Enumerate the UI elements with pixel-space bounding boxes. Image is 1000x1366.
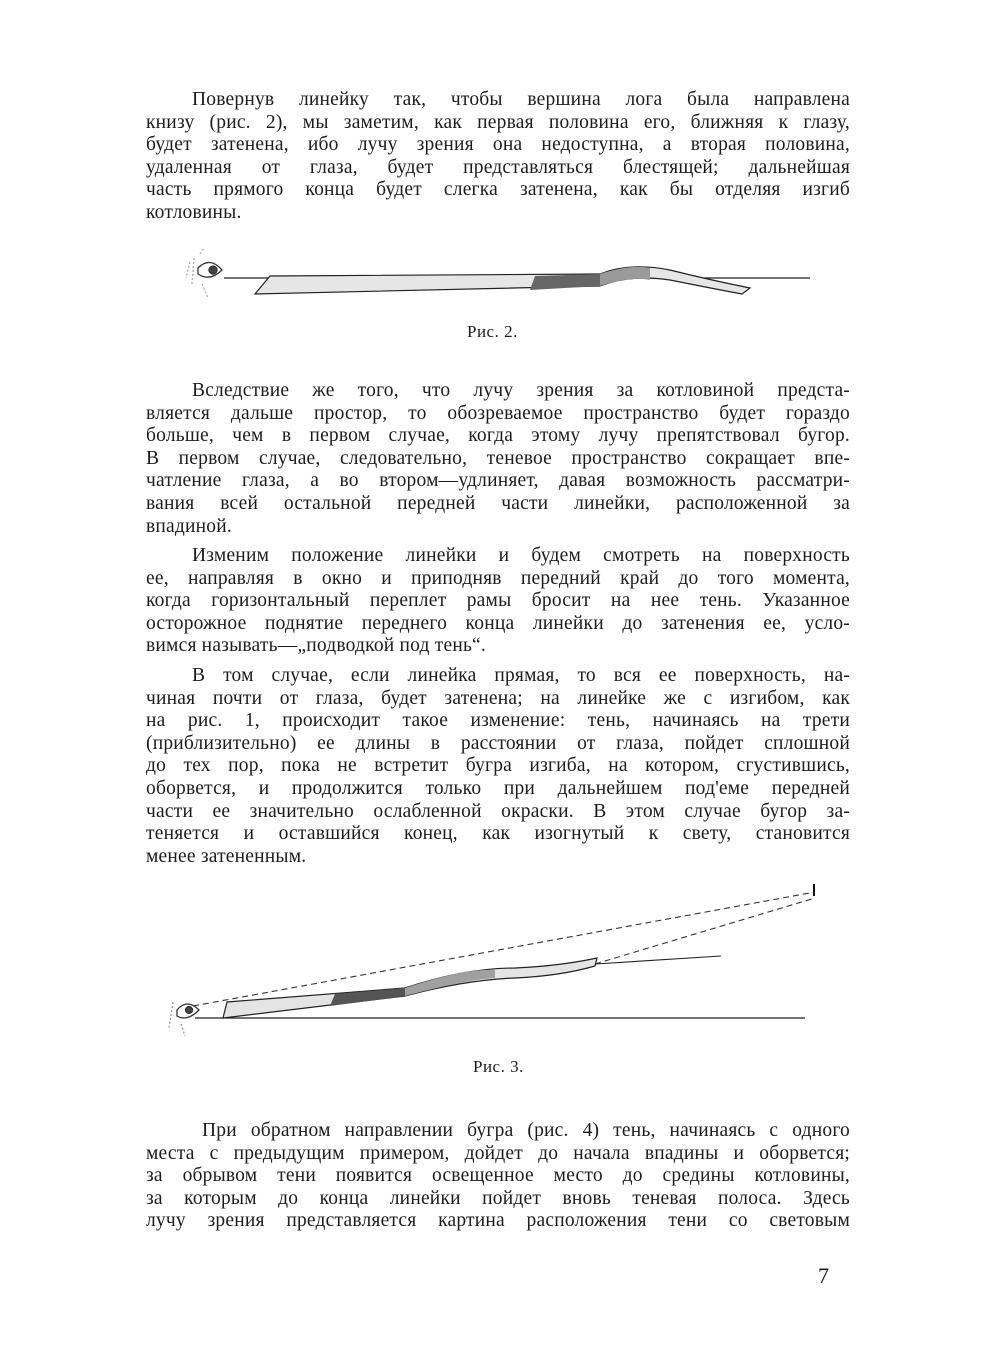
text-line: когда горизонтальный переплет рамы бросит на нее тень. Указанное [146, 590, 850, 612]
text-line: В том случае, если линейка прямая, то вся ее поверхность, на- [192, 665, 850, 686]
paragraph-2 [146, 380, 850, 538]
text-line: чатление глаза, а во втором—удлиняет, давая возможность рассматри- [146, 470, 850, 492]
figure-2-ruler-diagram [180, 248, 820, 318]
text-line: часть прямого конца будет слегка затенена, как бы отделяя изгиб [146, 179, 850, 201]
text-line: лучу зрения представляется картина расположения тени со световым [146, 1210, 850, 1232]
text-line: на рис. 1, происходит такое изменение: тень, начинаясь на трети [146, 710, 850, 732]
text-line: Вследствие же того, что лучу зрения за котловиной предста- [192, 380, 850, 401]
text-line: больше, чем в первом случае, когда этому лучу препятствовал бугор. [146, 425, 850, 447]
text-line: до тех пор, пока не встретит бугра изгиба, на котором, сгустившись, [146, 755, 850, 777]
text-line: вания всей остальной передней части линейки, расположенной за [146, 492, 850, 514]
text-line: будет затенена, ибо лучу зрения она недоступна, а вторая половина, [146, 134, 850, 156]
text-line: При обратном направлении бугра (рис. 4) тень, начинаясь с одного [202, 1120, 850, 1141]
text-line: менее затененным. [146, 845, 307, 867]
text-line: места с предыдущим примером, дойдет до начала впадины и оборвется; [146, 1142, 850, 1164]
figure-3-caption: Рис. 3. [473, 1057, 524, 1076]
paragraph-4 [146, 665, 850, 868]
text-line: осторожное поднятие переднего конца линейки до затенения ее, усло- [146, 612, 850, 634]
figure-2-caption: Рис. 2. [467, 322, 518, 341]
text-line: вляется дальше простор, то обозреваемое пространство будет гораздо [146, 402, 850, 424]
text-line: оборвется, и продолжится только при дальнейшем под'еме передней [146, 777, 850, 799]
text-line: за обрывом тени появится освещенное место до средины котловины, [146, 1165, 850, 1187]
text-line: за которым до конца линейки пойдет вновь теневая полоса. Здесь [146, 1187, 850, 1209]
paragraph-3 [146, 545, 850, 658]
text-line: книзу (рис. 2), мы заметим, как первая половина его, ближняя к глазу, [146, 111, 850, 133]
text-line: Изменим положение линейки и будем смотреть на поверхность [192, 545, 850, 566]
text-line: чиная почти от глаза, будет затенена; на линейке же с изгибом, как [146, 687, 850, 709]
ruler-body [255, 267, 750, 294]
text-line: удаленная от глаза, будет представляться блестящей; дальнейшая [146, 156, 850, 178]
text-line: впадиной. [146, 515, 232, 537]
text-line: В первом случае, следовательно, теневое пространство сокращает впе- [146, 447, 850, 469]
paragraph-1 [146, 89, 850, 225]
ruler-shadow [530, 274, 600, 290]
light-source-icon [813, 884, 815, 896]
page-number: 7 [818, 1263, 829, 1288]
text-line: (приблизительно) ее длины в расстоянии от глаза, пойдет сплошной [146, 732, 850, 754]
eye-icon [169, 1002, 199, 1036]
paragraph-5 [146, 1120, 850, 1233]
text-line: котловины. [146, 201, 242, 223]
text-line: ее, направляя в окно и приподняв передний край до того момента, [146, 567, 850, 589]
text-line: вимся называть—„подводкой под тень“. [146, 635, 486, 657]
text-line: теняется и оставшийся конец, как изогнутый к свету, становится [146, 823, 850, 845]
text-line: Повернув линейку так, чтобы вершина лога была направлена [192, 89, 850, 110]
text-line: части ее значительно ослабленной окраски. В этом случае бугор за- [146, 800, 850, 822]
figure-3-ruler-diagram [165, 878, 815, 1038]
eye-icon [186, 248, 222, 298]
